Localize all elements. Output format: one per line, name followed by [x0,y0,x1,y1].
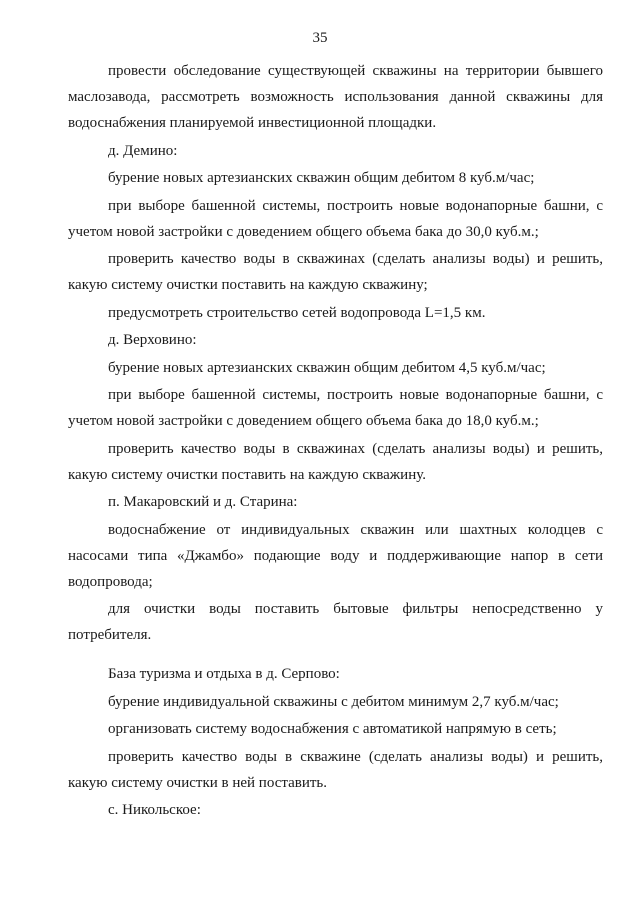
heading-serpovo-base: База туризма и отдыха в д. Серпово: [108,666,340,682]
paragraph-makarovsky-supply: водоснабжение от индивидуальных скважин или шахтных колодцев с насосами типа «Джамбо» подающие воду и поддерживающие напор в сети водопровода; [68,521,603,590]
paragraph-verkhovino-drilling: бурение новых артезианских скважин общим дебитом 4,5 куб.м/час; [108,359,546,376]
paragraph-serpovo-automation: организовать систему водоснабжения с автоматикой напрямую в сеть; [108,721,557,737]
heading-demino: д. Демино: [108,142,178,159]
paragraph-serpovo-drilling: бурение индивидуальной скважины с дебитом минимум 2,7 куб.м/час; [108,693,559,710]
paragraph-demino-network: предусмотреть строительство сетей водопровода L=1,5 км. [108,304,486,321]
heading-makarovsky-starina: п. Макаровский и д. Старина: [108,494,298,510]
paragraph-verkhovino-water-quality: проверить качество воды в скважинах (сделать анализы воды) и решить, какую систему очистки поставить на каждую скважину. [68,440,603,483]
page-number: 35 [312,30,328,46]
paragraph-maslozavod: провести обследование существующей скважины на территории бывшего маслозавода, рассмотреть возможность использования данной скважины для водоснабжения планируемой инвестиционной площадки. [68,63,603,131]
heading-verkhovino: д. Верховино: [108,332,197,348]
paragraph-makarovsky-filters: для очистки воды поставить бытовые фильтры непосредственно у потребителя. [68,601,603,643]
paragraph-demino-water-quality: проверить качество воды в скважинах (сделать анализы воды) и решить, какую систему очистки поставить на каждую скважину; [68,251,603,293]
paragraph-demino-drilling: бурение новых артезианских скважин общим дебитом 8 куб.м/час; [108,170,535,186]
document-body [68,58,603,823]
paragraph-serpovo-water-quality: проверить качество воды в скважине (сделать анализы воды) и решить, какую систему очистки в ней поставить. [68,748,603,791]
paragraph-verkhovino-towers: при выборе башенной системы, построить новые водонапорные башни, с учетом новой застройки с доведением общего объема бака до 18,0 куб.м.; [68,387,603,429]
paragraph-demino-towers: при выборе башенной системы, построить новые водонапорные башни, с учетом новой застройки с доведением общего объема бака до 30,0 куб.м.; [68,197,603,240]
heading-nikolskoe: с. Никольское: [108,802,201,818]
